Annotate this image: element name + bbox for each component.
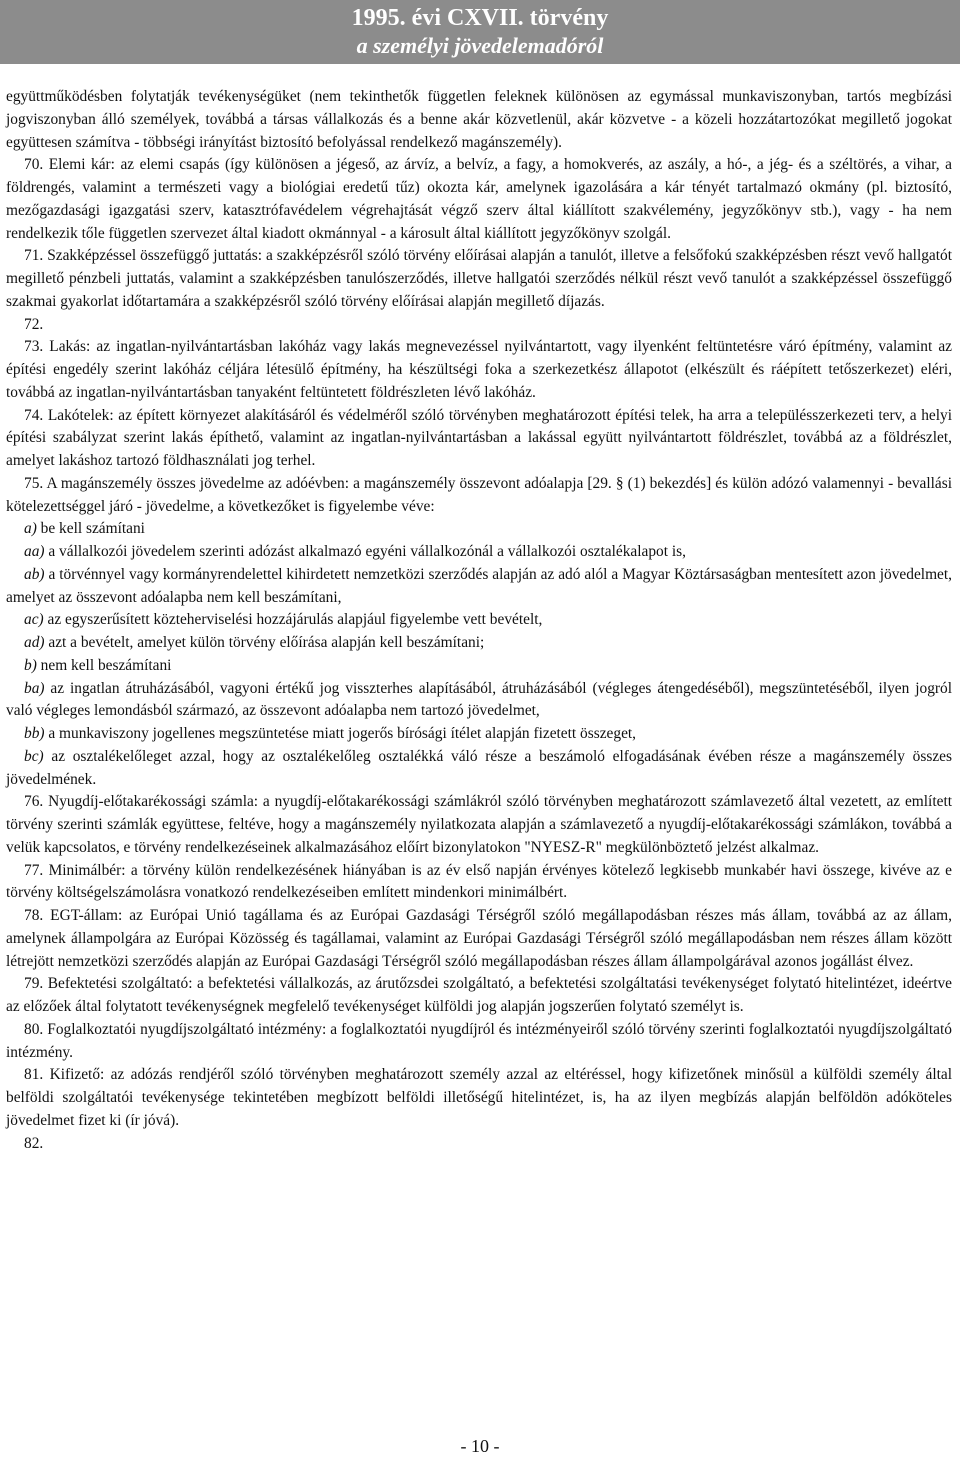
paragraph-text: 76. Nyugdíj-előtakarékossági számla: a nyugdíj-előtakarékossági számlákról szóló törvényben meghatározott számlavezető által vezetett, az említett törvény szerinti számlák együttese, feltéve, hogy a magánszemély nyilatkozata alapján a számlavezető a nyugdíj-előtakarékossági számlákon, továbbá a velük kapcsolatos, e törvény rendelkezéseinek alkalmazásához előírt bizonylatokon "NYESZ-R" megkülönböztető jelzést alkalmaz.	[6, 793, 952, 856]
law-title: 1995. évi CXVII. törvény	[351, 5, 609, 31]
paragraph-text: a munkaviszony jogellenes megszüntetése miatt jogerős bírósági ítélet alapján fizetett összeget,	[44, 725, 637, 742]
paragraph	[6, 609, 952, 632]
paragraph-text: 71. Szakképzéssel összefüggő juttatás: a szakképzésről szóló törvény előírásai alapján a tanulót, illetve a felsőfokú szakképzésben részt vevő hallgatót megillető pénzbeli juttatás, valamint a szakképzésben tanulószerződés, illetve hallgatói szerződés nélkül részt vevő tanulót a szakképzéssel összefüggő szakmai gyakorlat időtartamára a szakképzésről szóló törvény előírásai alapján megillető díjazás.	[6, 247, 952, 310]
paragraph	[6, 655, 952, 678]
item-label: bb)	[24, 725, 45, 742]
paragraph	[6, 746, 952, 792]
paragraph-text: az osztalékelőleget azzal, hogy az osztalékelőleg osztalékká váló része a beszámoló elfogadásának évében része a magánszemély összes jövedelmének.	[6, 747, 952, 788]
paragraph	[6, 473, 952, 519]
page-number: - 10 -	[460, 1436, 500, 1456]
paragraph	[6, 973, 952, 1019]
paragraph	[6, 86, 952, 154]
paragraph-text: 74. Lakótelek: az épített környezet alakításáról és védelméről szóló törvényben meghatározott építési telek, ha arra a településszerkezeti terv, a helyi építési szabályzat szerint lakás építhető, valamint az ingatlan-nyilvántartásban a lakással együtt nyilvántartott földrészlet, továbbá az a földrészlet, amelyet lakáshoz tartozó földhasználati jog terhel.	[6, 406, 952, 469]
page-header	[0, 0, 960, 64]
paragraph-text: 80. Foglalkoztatói nyugdíjszolgáltató intézmény: a foglalkoztatói nyugdíjról és intézményeiről szóló törvény szerinti foglalkoztatói nyugdíjszolgáltató intézmény.	[6, 1020, 952, 1061]
item-label: bc)	[24, 747, 44, 765]
paragraph	[6, 791, 952, 859]
paragraph-text: 79. Befektetési szolgáltató: a befektetési vállalkozás, az árutőzsdei szolgáltató, a befektetési szolgáltatási tevékenységet folytató hitelintézet, ideértve az előzőek által folytatott tevékenységnek megfelelő tevékenységet külföldi jog alapján jogszerűen folytató személyt is.	[6, 975, 952, 1015]
paragraph	[6, 723, 952, 746]
paragraph-text: azt a bevételt, amelyet külön törvény előírása alapján kell beszámítani;	[44, 634, 485, 651]
item-label: ba)	[24, 679, 45, 697]
paragraph-text: 72.	[24, 315, 44, 333]
paragraph	[6, 541, 952, 564]
paragraph	[6, 1019, 952, 1065]
item-label: a)	[24, 520, 37, 538]
document-body	[6, 86, 952, 1155]
paragraph	[6, 905, 952, 973]
law-subtitle: a személyi jövedelemadóról	[356, 33, 604, 58]
paragraph	[6, 1133, 952, 1156]
paragraph-text: 77. Minimálbér: a törvény külön rendelkezésének hiányában is az év első napján érvényes kötelező legkisebb munkabér havi összege, kivéve az e törvény költségelszámolásra vonatkozó rendelkezéseiben említett mindenkori minimálbért.	[6, 861, 952, 902]
paragraph-text: 82.	[24, 1134, 44, 1152]
item-label: aa)	[24, 543, 45, 560]
paragraph	[6, 314, 952, 337]
paragraph-text: be kell számítani	[36, 520, 145, 538]
paragraph	[6, 518, 952, 541]
paragraph	[6, 1064, 952, 1132]
paragraph	[6, 336, 952, 404]
paragraph-text: az ingatlan átruházásából, vagyoni értékű jog visszterhes alapításából, átruházásából (végleges átengedéséből), megszüntetéséből, ilyen jogról való végleges lemondásból származó, az összevont adóalapba nem tartozó jövedelmet,	[6, 679, 952, 720]
paragraph-text: együttműködésben folytatják tevékenységüket (nem tekinthetők független feleknek különösen az egymással munkaviszonyban, tartós megbízási jogviszonyban álló személyek, továbbá a társas vállalkozás és a benne akár közvetlenül, akár közvetve - a közeli hozzátartozókat megillető jogokat együttesen számítva - többségi irányítást biztosító befolyással rendelkező magánszemély).	[6, 88, 952, 151]
paragraph	[6, 632, 952, 655]
paragraph	[6, 860, 952, 906]
paragraph-text: 75. A magánszemély összes jövedelme az adóévben: a magánszemély összevont adóalapja [29. § (1) bekezdés] és külön adózó valamennyi - bevallási kötelezettséggel járó - jövedelme, a következőket is figyelembe véve:	[6, 474, 952, 515]
paragraph-text: 81. Kifizető: az adózás rendjéről szóló törvényben meghatározott személy azzal az eltéréssel, hogy kifizetőnek minősül a külföldi személy által belföldi szolgáltatói tevékenysége tekintetében megbízott belföldi illetőségű hitelintézet, is, ha az ilyen megbízás alapján belföldön adóköteles jövedelmet fizet ki (ír jóvá).	[6, 1066, 952, 1129]
paragraph	[6, 678, 952, 724]
item-label: ad)	[24, 634, 45, 651]
paragraph	[6, 245, 952, 313]
item-label: ab)	[24, 565, 45, 583]
item-label: b)	[24, 656, 37, 674]
paragraph-text: 70. Elemi kár: az elemi csapás (így különösen a jégeső, az árvíz, a belvíz, a fagy, a homokverés, az aszály, a hó-, a jég- és a széltörés, a vihar, a földrengés, valamint a természeti vagy a biológiai eredetű tűz) okozta kár, amelynek igazolására a kár tényét tartalmazó okmány (pl. biztosító, mezőgazdasági igazgatási szerv, katasztrófavédelem végrehajtását végző szerv által kiállított szakvélemény, jegyzőkönyv stb.), vagy - ha nem rendelkezik tőle független szervezet által kiadott okmánnyal - a károsult által kiállított jegyzőkönyv szolgál.	[6, 156, 952, 242]
paragraph	[6, 154, 952, 245]
paragraph-text: a törvénnyel vagy kormányrendelettel kihirdetett nemzetközi szerződés alapján az adó alól a Magyar Köztársaságban mentesített azon jövedelmet, amelyet az összevont adóalapba nem kell beszámítani,	[6, 565, 952, 606]
paragraph-text: nem kell beszámítani	[36, 656, 172, 674]
paragraph-text: a vállalkozói jövedelem szerinti adózást alkalmazó egyéni vállalkozónál a vállalkozói osztalékalapot is,	[44, 543, 686, 560]
item-label: ac)	[24, 611, 44, 629]
paragraph-text: 73. Lakás: az ingatlan-nyilvántartásban lakóház vagy lakás megnevezéssel nyilvántartott, vagy ilyenként feltüntetésre váró építmény, valamint az építési engedély szerint lakóház céljára létesülő építmény, ha készültségi foka a szerkezetkész állapotot (elkészült és ráépített tetőszerkezet) eléri, továbbá az ingatlan-nyilvántartásban tanyaként feltüntetett földrészleten lévő lakóház.	[6, 338, 952, 401]
paragraph-text: 78. EGT-állam: az Európai Unió tagállama és az Európai Gazdasági Térségről szóló megállapodásban részes más állam, továbbá az az állam, amelynek állampolgára az Európai Közösség és tagállamai, valamint az Európai Gazdasági Térségről szóló megállapodásban nem részes állam között létrejött nemzetközi szerződés alapján az Európai Gazdasági Térségről szóló megállapodásban részes állam állampolgárával azonos jogállást élvez.	[6, 907, 952, 970]
paragraph	[6, 564, 952, 610]
paragraph	[6, 405, 952, 473]
paragraph-text: az egyszerűsített közteherviselési hozzájárulás alapjául figyelembe vett bevételt,	[43, 611, 543, 629]
